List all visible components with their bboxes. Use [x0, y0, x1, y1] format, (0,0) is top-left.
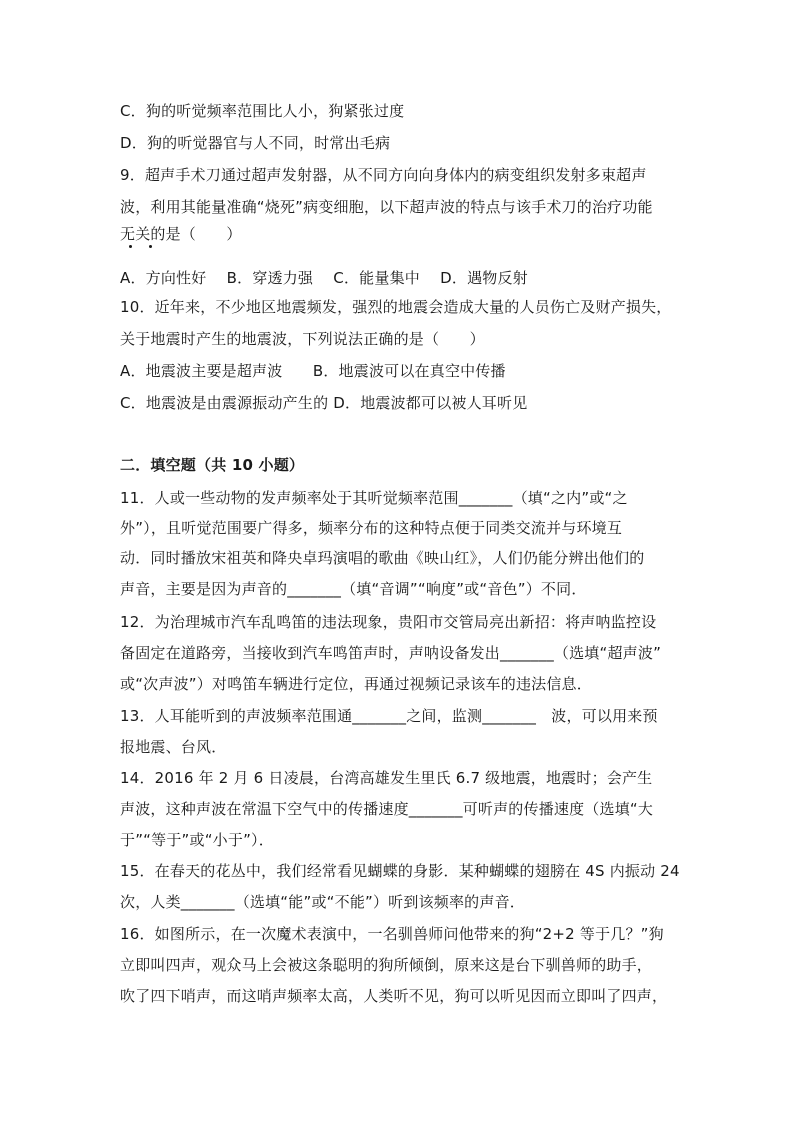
- question-16-line-1: 16．如图所示，在一次魔术表演中，一名驯兽师问他带来的狗“2+2 等于几？”狗: [120, 925, 664, 943]
- option-c-q8: C．狗的听觉频率范围比人小，狗紧张过度: [120, 102, 405, 120]
- question-11-line-3: 动．同时播放宋祖英和降央卓玛演唱的歌曲《映山红》，人们仍能分辨出他们的: [120, 549, 645, 567]
- question-12-line-1: 12．为治理城市汽车乱鸣笛的违法现象，贵阳市交管局亮出新招：将声呐监控设: [120, 613, 657, 631]
- option-d-q8: D．狗的听觉器官与人不同，时常出毛病: [120, 134, 391, 152]
- question-14-line-1: 14．2016 年 2 月 6 日凌晨，台湾高雄发生里氏 6.7 级地震，地震时；会产生: [120, 769, 653, 787]
- question-14-line-2: 声波，这种声波在常温下空气中的传播速度_______可听声的传播速度（选填“大: [120, 800, 654, 818]
- question-14-line-3: 于”“等于”或“小于”）．: [120, 831, 274, 849]
- question-15-line-1: 15．在春天的花丛中，我们经常看见蝴蝶的身影．某种蝴蝶的翅膀在 4S 内振动 24: [120, 862, 680, 880]
- question-13-line-1: 13．人耳能听到的声波频率范围通_______之间，监测_______ 波，可以用来预: [120, 707, 658, 725]
- emphasis-dot: [129, 245, 132, 248]
- question-9-options: A．方向性好 B．穿透力强 C．能量集中 D．遇物反射: [120, 269, 528, 287]
- question-16-line-2: 立即叫四声，观众马上会被这条聪明的狗所倾倒，原来这是台下驯兽师的助手，: [120, 956, 653, 974]
- question-9-line-3: 无关的是（ ）: [120, 225, 242, 243]
- question-9-line-1: 9．超声手术刀通过超声发射器，从不同方向向身体内的病变组织发射多束超声: [120, 166, 647, 184]
- question-16-line-3: 吹了四下哨声，而这哨声频率太高，人类听不见，狗可以听见因而立即叫了四声，: [120, 987, 668, 1005]
- question-12-line-2: 备固定在道路旁，当接收到汽车鸣笛声时，声呐设备发出_______（选填“超声波”: [120, 644, 662, 662]
- emphasis-dots: [126, 245, 166, 253]
- question-10-options-cd: C．地震波是由震源振动产生的 D．地震波都可以被人耳听见: [120, 394, 528, 412]
- question-10-line-1: 10．近年来，不少地区地震频发，强烈的地震会造成大量的人员伤亡及财产损失，: [120, 298, 672, 316]
- question-15-line-2: 次，人类_______（选填“能”或“不能”）听到该频率的声音．: [120, 893, 525, 911]
- question-12-line-3: 或“次声波”）对鸣笛车辆进行定位，再通过视频记录该车的违法信息．: [120, 675, 592, 693]
- question-11-line-2: 外”），且听觉范围要广得多，频率分布的这种特点便于同类交流并与环境互: [120, 519, 623, 537]
- question-9-line-2: 波，利用其能量准确“烧死”病变细胞，以下超声波的特点与该手术刀的治疗功能: [120, 198, 653, 216]
- question-10-line-2: 关于地震时产生的地震波，下列说法正确的是（ ）: [120, 330, 485, 348]
- question-10-options-ab: A．地震波主要是超声波 B．地震波可以在真空中传播: [120, 362, 506, 380]
- question-13-line-2: 报地震、台风．: [120, 738, 227, 756]
- section-title: 二．填空题（共 10 小题）: [120, 456, 305, 474]
- question-11-line-4: 声音，主要是因为声音的_______（填“音调”“响度”或“音色”）不同．: [120, 580, 587, 598]
- question-11-line-1: 11．人或一些动物的发声频率处于其听觉频率范围_______（填“之内”或“之: [120, 489, 628, 507]
- emphasis-dot: [149, 245, 152, 248]
